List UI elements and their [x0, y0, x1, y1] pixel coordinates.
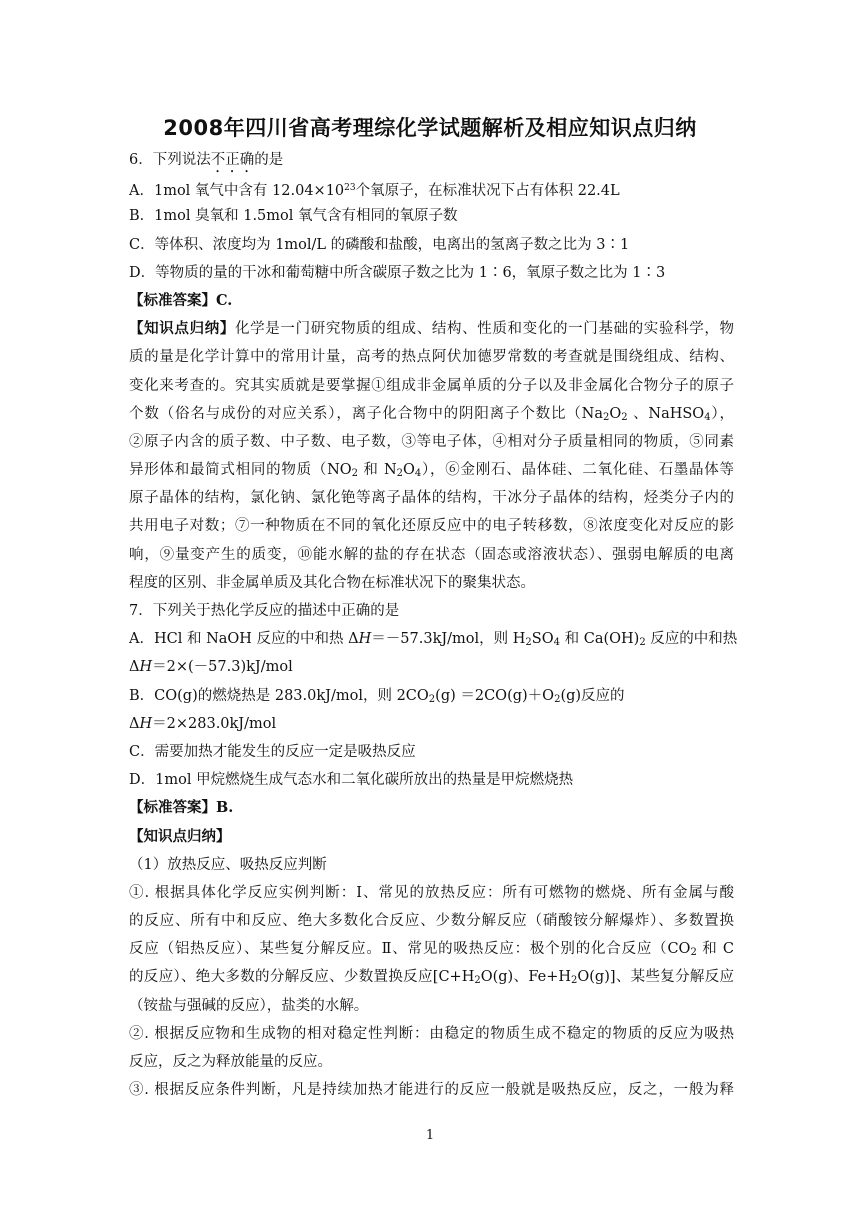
- page-number: 1: [425, 1128, 435, 1143]
- q6-answer: 【标准答案】C.: [129, 291, 233, 309]
- q6-knowledge-line: 程度的区别、非金属单质及其化合物在标准状况下的聚集状态。: [129, 574, 535, 591]
- page-title: 2008年四川省高考理综化学试题解析及相应知识点归纳: [163, 116, 697, 140]
- q6-knowledge-line: 异形体和最简式相同的物质（$NO_2$ 和 $N_2O_4$），⑥金刚石、晶体硅、二氧化硅、石墨晶体等: [129, 462, 735, 480]
- q7-option-d: D．1mol 甲烷燃烧生成气态水和二氧化碳所放出的热量是甲烷燃烧热: [129, 772, 574, 789]
- q7-paragraph-line: （铵盐与强碱的反应），盐类的水解。: [129, 997, 369, 1014]
- q6-option-d: D．等物质的量的干冰和葡萄糖中所含碳原子数之比为 1∶6，氧原子数之比为 1∶3: [129, 264, 666, 281]
- q7-knowledge-label: 【知识点归纳】: [129, 827, 231, 845]
- q7-section-heading: （1）放热反应、吸热反应判断: [129, 856, 327, 873]
- q7-option-c: C．需要加热才能发生的反应一定是吸热反应: [129, 743, 416, 760]
- document-body: [129, 146, 738, 1104]
- q6-knowledge-line: 响，⑨量变产生的质变，⑩能水解的盐的存在状态（固态或溶液状态）、强弱电解质的电离: [129, 546, 734, 563]
- q7-paragraph-line: 的反应、所有中和反应、绝大多数化合反应、少数分解反应（硝酸铵分解爆炸）、多数置换: [129, 913, 734, 930]
- q7-paragraph-line: ①. 根据具体化学反应实例判断：Ⅰ、常见的放热反应：所有可燃物的燃烧、所有金属与酸: [129, 884, 734, 901]
- q6-stem: 6．下列说法不正确的是: [129, 152, 284, 168]
- q6-knowledge-line: 原子晶体的结构，氯化钠、氯化铯等离子晶体的结构，干冰分子晶体的结构，烃类分子内的: [129, 490, 734, 507]
- q7-paragraph-line: ②. 根据反应物和生成物的相对稳定性判断：由稳定的物质生成不稳定的物质的反应为吸热: [129, 1025, 734, 1042]
- q6-option-a: A．1mol 氧气中含有 $12.04\times 10^{23}$个氧原子，在标准状况下占有体积 22.4L: [129, 183, 620, 200]
- q6-knowledge-line: 【知识点归纳】化学是一门研究物质的组成、结构、性质和变化的一门基础的实验科学，物: [129, 320, 735, 338]
- q7-option-b-cont: ΔH＝2×283.0kJ/mol: [129, 715, 277, 732]
- q6-option-b: B．1mol 臭氧和 1.5mol 氧气含有相同的氧原子数: [129, 208, 458, 225]
- emphasis-text: 不正确: [210, 152, 255, 168]
- q7-paragraph-line: 反应，反之为释放能量的反应。: [129, 1054, 332, 1070]
- q7-option-a: A．HCl 和 NaOH 反应的中和热 ΔH＝－57.3kJ/mol，则 $H_2SO_4$ 和 $Ca(OH)_2$ 反应的中和热: [129, 631, 738, 649]
- q6-knowledge-line: 质的量是化学计算中的常用计量，高考的热点阿伏加德罗常数的考查就是围绕组成、结构、: [129, 349, 734, 366]
- q6-knowledge-line: 共用电子对数；⑦一种物质在不同的氧化还原反应中的电子转移数，⑧浓度变化对反应的影: [129, 518, 734, 535]
- q7-option-b: B．CO(g)的燃烧热是 283.0kJ/mol，则 $2CO_2(g) =2CO(g)+O_2(g)$反应的: [129, 687, 625, 705]
- q7-paragraph-line: 的反应）、绝大多数的分解反应、少数置换反应[$C+H_2O(g)$、$Fe+H_2O(g)$]、某些复分解反应: [129, 969, 735, 987]
- q6-option-c: C．等体积、浓度均为 1mol/L 的磷酸和盐酸，电离出的氢离子数之比为 3∶1: [129, 236, 630, 253]
- q7-option-a-cont: ΔH＝2×(－57.3)kJ/mol: [129, 659, 293, 676]
- q7-paragraph-line: ③. 根据反应条件判断，凡是持续加热才能进行的反应一般就是吸热反应，反之，一般为释: [129, 1082, 734, 1099]
- q7-paragraph-line: 反应（铝热反应）、某些复分解反应。Ⅱ、常见的吸热反应：极个别的化合反应（$CO_2$ 和 C: [129, 941, 734, 959]
- q6-knowledge-line: ②原子内含的质子数、中子数、电子数，③等电子体，④相对分子质量相同的物质，⑤同素: [129, 433, 734, 450]
- q6-knowledge-line: 变化来考查的。究其实质就是要掌握①组成非金属单质的分子以及非金属化合物分子的原子: [129, 377, 734, 394]
- q6-knowledge-line: 个数（俗名与成份的对应关系），离子化合物中的阴阳离子个数比（$Na_2O_2$ 、NaHSO$_4$），: [129, 405, 734, 423]
- q7-answer: 【标准答案】B.: [129, 799, 234, 817]
- q7-stem: 7．下列关于热化学反应的描述中正确的是: [129, 603, 400, 619]
